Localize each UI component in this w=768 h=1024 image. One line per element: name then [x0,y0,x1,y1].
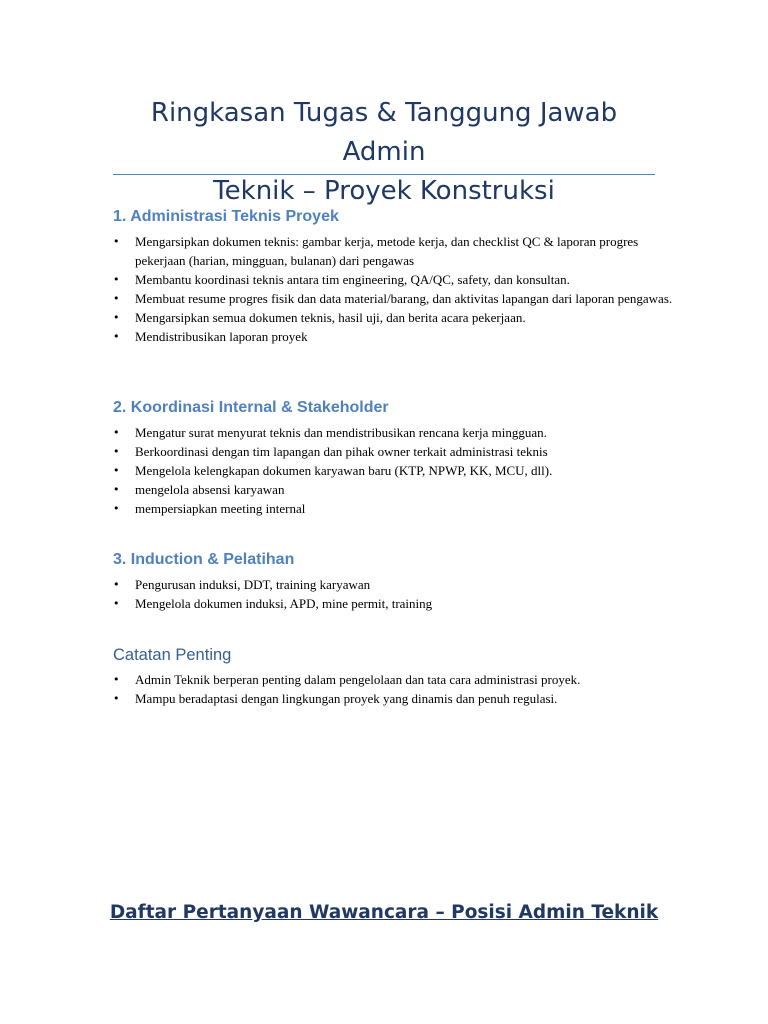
page-title-line-1: Ringkasan Tugas & Tanggung Jawab Admin [150,98,618,167]
section-heading: 3. Induction & Pelatihan [113,551,295,568]
section-heading: 2. Koordinasi Internal & Stakeholder [113,399,389,416]
list-item: • mengelola absensi karyawan [113,482,285,497]
section-heading: 1. Administrasi Teknis Proyek [113,208,339,225]
bullet-list [113,423,673,518]
page-title-line-2: Teknik – Proyek Konstruksi [213,176,555,206]
list-item: • mempersiapkan meeting internal [113,501,306,516]
bullet-icon: • [113,483,120,496]
list-item: • Berkoordinasi dengan tim lapangan dan pihak owner terkait administrasi teknis [113,444,548,459]
bullet-list [113,670,673,708]
list-item: • Mampu beradaptasi dengan lingkungan proyek yang dinamis dan penuh regulasi. [113,691,558,706]
list-item: • Mengarsipkan dokumen teknis: gambar kerja, metode kerja, dan checklist QC & laporan progres pekerjaan (harian, mingguan, bulanan) dari pengawas [113,234,639,268]
section-heading: Catatan Penting [113,646,232,664]
bullet-icon: • [113,426,120,439]
bullet-icon: • [113,445,120,458]
list-item: • Membuat resume progres fisik dan data material/barang, dan aktivitas lapangan dari laporan pengawas. [113,291,673,306]
list-item: • Mengelola kelengkapan dokumen karyawan baru (KTP, NPWP, KK, MCU, dll). [113,463,553,478]
page-title [113,94,655,211]
bullet-icon: • [113,578,120,591]
section-induction-pelatihan [113,550,673,613]
list-item: • Admin Teknik berperan penting dalam pengelolaan dan tata cara administrasi proyek. [113,672,581,687]
bullet-list [113,575,673,613]
bullet-icon: • [113,502,120,515]
section-catatan-penting [113,645,673,708]
title-divider [113,174,655,175]
bullet-icon: • [113,273,120,286]
bullet-list [113,232,673,346]
list-item: • Mengelola dokumen induksi, APD, mine permit, training [113,596,433,611]
bullet-icon: • [113,330,120,343]
list-item: • Mengatur surat menyurat teknis dan mendistribusikan rencana kerja mingguan. [113,425,547,440]
list-item: • Pengurusan induksi, DDT, training karyawan [113,577,371,592]
bullet-icon: • [113,235,120,248]
bullet-icon: • [113,464,120,477]
list-item: • Mengarsipkan semua dokumen teknis, hasil uji, dan berita acara pekerjaan. [113,310,526,325]
list-item: • Mendistribusikan laporan proyek [113,329,308,344]
list-item: • Membantu koordinasi teknis antara tim engineering, QA/QC, safety, dan konsultan. [113,272,570,287]
section-koordinasi-internal [113,398,673,518]
interview-questions-heading: Daftar Pertanyaan Wawancara – Posisi Admin Teknik [109,902,659,923]
bullet-icon: • [113,692,120,705]
bullet-icon: • [113,673,120,686]
bullet-icon: • [113,311,120,324]
section-administrasi-teknis [113,207,673,346]
bullet-icon: • [113,597,120,610]
bullet-icon: • [113,292,120,305]
